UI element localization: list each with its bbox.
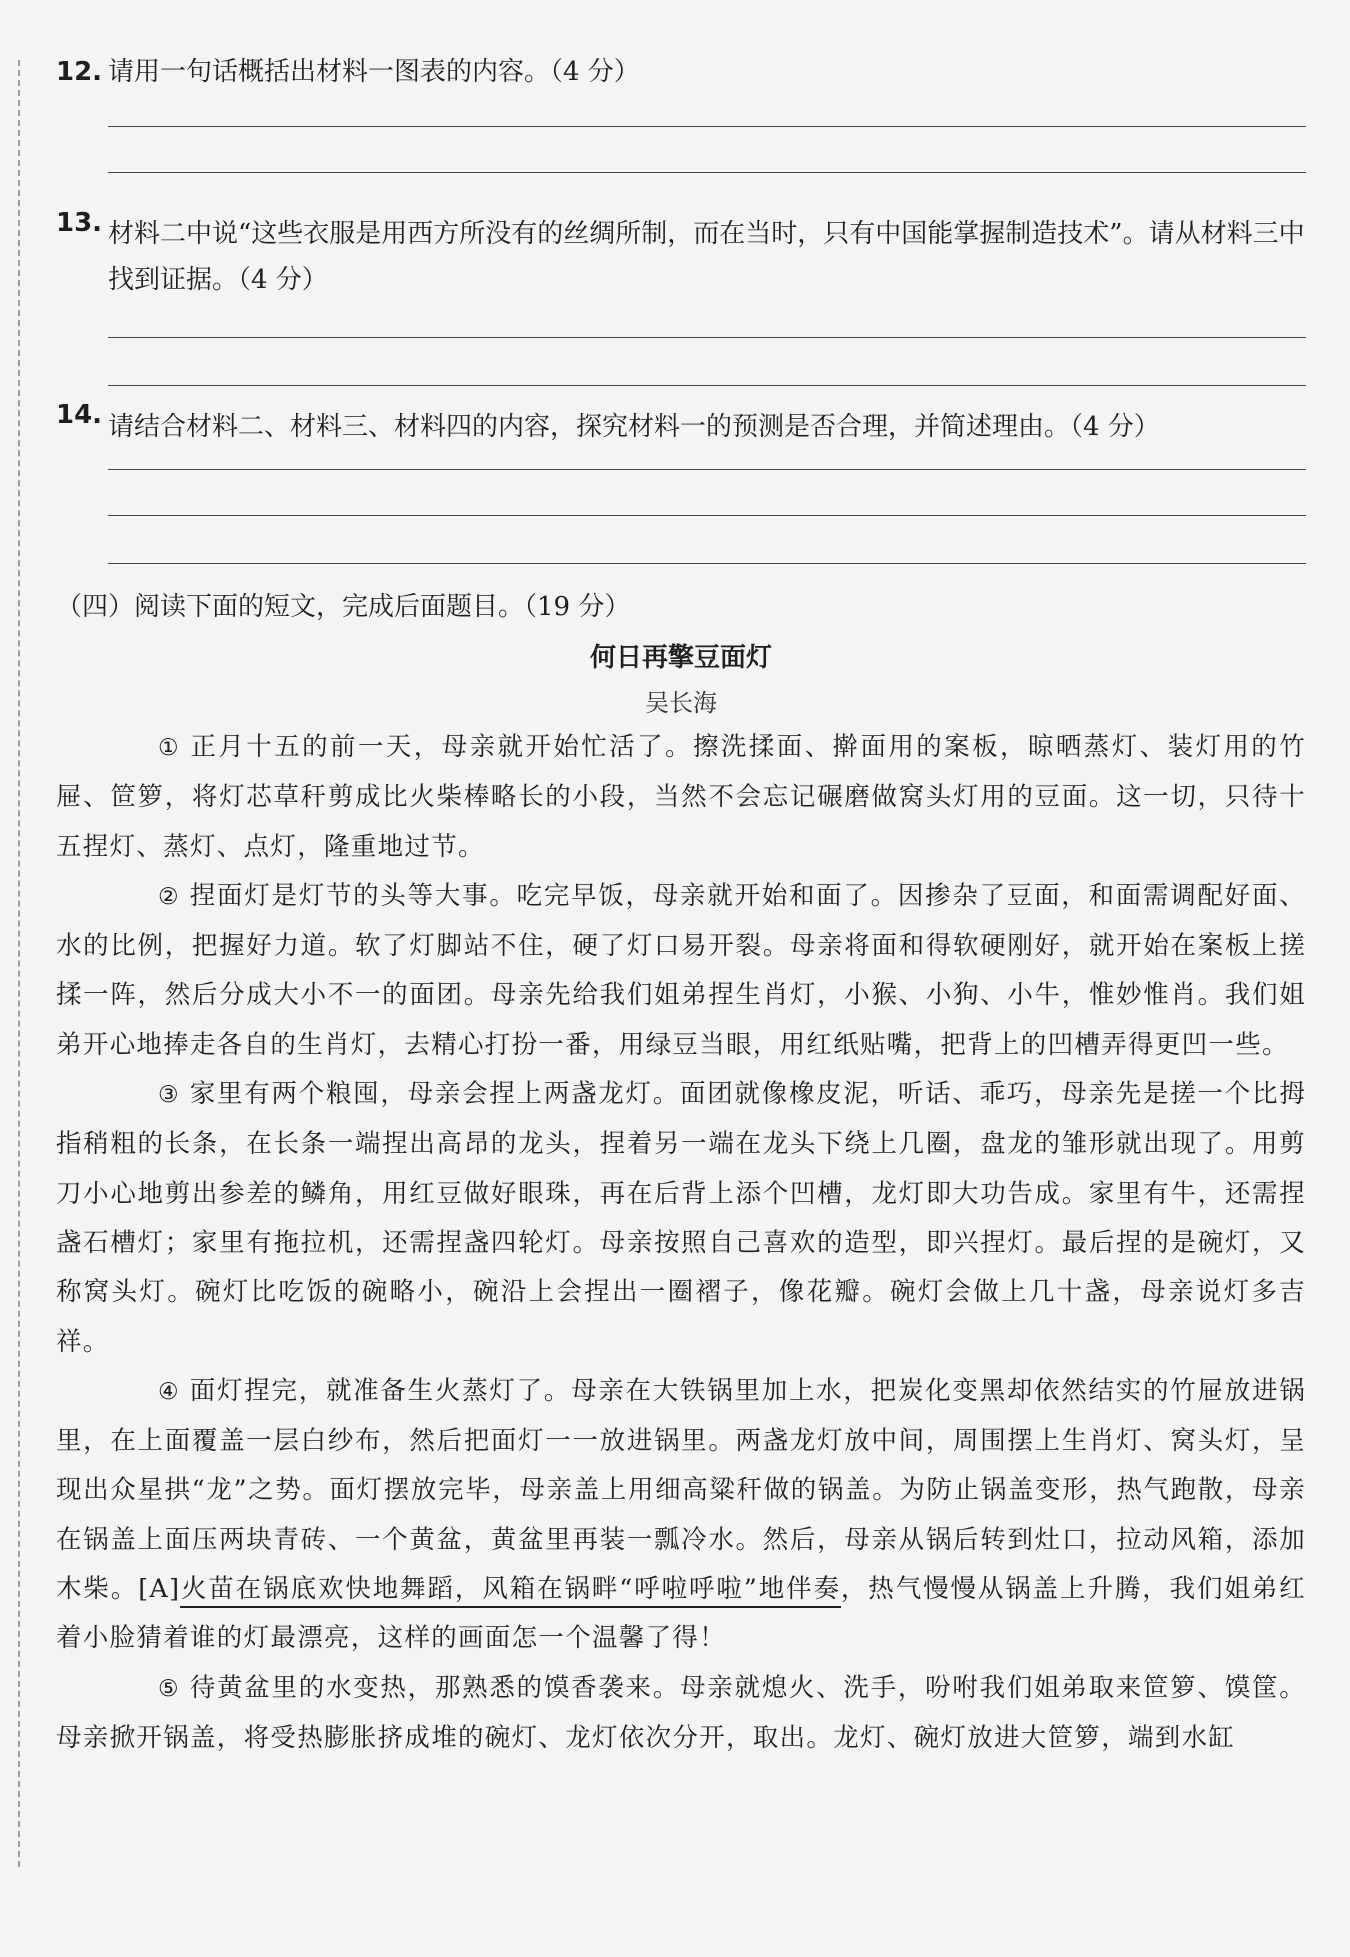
answer-line <box>108 172 1306 173</box>
paragraph-2 <box>56 872 1306 1070</box>
answer-area-14[interactable] <box>56 453 1306 603</box>
answer-line <box>108 563 1306 564</box>
question-text: 请用一句话概括出材料一图表的内容。（4 分） <box>108 57 640 87</box>
paragraph-text: 待黄盆里的水变热，那熟悉的馍香袭来。母亲就熄火、洗手，吩咐我们姐弟取来笸箩、馍筐。母亲掀开锅盖，将受热膨胀挤成堆的碗灯、龙灯依次分开，取出。龙灯、碗灯放进大笸箩，端到水缸 <box>56 1672 1306 1753</box>
paragraph-1 <box>56 723 1306 872</box>
paragraph-5 <box>56 1664 1306 1764</box>
question-12 <box>56 57 1306 100</box>
answer-line <box>108 337 1306 338</box>
paragraph-text: 正月十五的前一天，母亲就开始忙活了。擦洗揉面、擀面用的案板，晾晒蒸灯、装灯用的竹屉、笸箩，将灯芯草秆剪成比火柴棒略长的小段，当然不会忘记碾磨做窝头灯用的豆面。这一切，只待十五捏灯、蒸灯、点灯，隆重地过节。 <box>56 732 1306 862</box>
paragraph-marker: ② <box>158 883 180 910</box>
answer-line <box>108 126 1306 127</box>
underlined-sentence: 火苗在锅底欢快地舞蹈，风箱在锅畔“呼啦呼啦”地伴奏 <box>180 1574 841 1608</box>
answer-line <box>108 385 1306 386</box>
answer-area-12[interactable] <box>56 100 1306 225</box>
paragraph-text: 面灯捏完，就准备生火蒸灯了。母亲在大铁锅里加上水，把炭化变黑却依然结实的竹屉放进锅里，在上面覆盖一层白纱布，然后把面灯一一放进锅里。两盏龙灯放中间，周围摆上生肖灯、窝头灯，呈现出众星拱“龙”之势。面灯摆放完毕，母亲盖上用细高粱秆做的锅盖。为防止锅盖变形，热气跑散，母亲在锅盖上面压两块青砖、一个黄盆，黄盆里再装一瓢冷水。然后，母亲从锅后转到灶口，拉动风箱，添加木柴。 <box>56 1375 1306 1605</box>
question-14 <box>56 401 1306 453</box>
paragraph-marker: ① <box>158 735 180 761</box>
annotation-label-a: [A] <box>138 1574 181 1605</box>
paragraph-text-continued: ，热气慢慢从锅盖上升腾，我们姐弟红着小脸猜着谁的灯最漂亮，这样的画面怎一个温馨了得！ <box>56 1574 1306 1654</box>
paragraph-3 <box>56 1070 1306 1367</box>
paragraph-marker: ③ <box>158 1082 180 1109</box>
question-text: 材料二中说“这些衣服是用西方所没有的丝绸所制，而在当时，只有中国能掌握制造技术”。请从材料三中找到证据。（4 分） <box>108 219 1305 295</box>
exam-page <box>56 57 1306 1763</box>
question-number: 12. <box>56 57 103 87</box>
question-number: 13. <box>56 208 103 238</box>
answer-area-13[interactable] <box>56 303 1306 413</box>
article-title: 何日再擎豆面灯 <box>589 643 772 673</box>
answer-line <box>108 469 1306 470</box>
article-author: 吴长海 <box>645 689 717 717</box>
paragraph-marker: ⑤ <box>158 1675 180 1702</box>
question-number: 14. <box>56 400 103 430</box>
binding-margin-line <box>18 60 20 1867</box>
question-text: 请结合材料二、材料三、材料四的内容，探究材料一的预测是否合理，并简述理由。（4 分） <box>108 412 1160 442</box>
section-heading: （四）阅读下面的短文，完成后面题目。（19 分） <box>56 592 631 622</box>
paragraph-text: 家里有两个粮囤，母亲会捏上两盏龙灯。面团就像橡皮泥，听话、乖巧，母亲先是搓一个比拇指稍粗的长条，在长条一端捏出高昂的龙头，捏着另一端在龙头下绕上几圈，盘龙的雏形就出现了。用剪刀小心地剪出参差的鳞角，用红豆做好眼珠，再在后背上添个凹槽，龙灯即大功告成。家里有牛，还需捏盏石槽灯；家里有拖拉机，还需捏盏四轮灯。母亲按照自己喜欢的造型，即兴捏灯。最后捏的是碗灯，又称窝头灯。碗灯比吃饭的碗略小，碗沿上会捏出一圈褶子，像花瓣。碗灯会做上几十盏，母亲说灯多吉祥。 <box>56 1079 1306 1357</box>
paragraph-marker: ④ <box>158 1378 180 1405</box>
question-13 <box>56 208 1306 303</box>
paragraph-4 <box>56 1367 1306 1664</box>
answer-line <box>108 515 1306 516</box>
paragraph-text: 捏面灯是灯节的头等大事。吃完早饭，母亲就开始和面了。因掺杂了豆面，和面需调配好面、水的比例，把握好力道。软了灯脚站不住，硬了灯口易开裂。母亲将面和得软硬刚好，就开始在案板上搓揉一阵，然后分成大小不一的面团。母亲先给我们姐弟捏生肖灯，小猴、小狗、小牛，惟妙惟肖。我们姐弟开心地捧走各自的生肖灯，去精心打扮一番，用绿豆当眼，用红纸贴嘴，把背上的凹槽弄得更凹一些。 <box>56 880 1306 1060</box>
